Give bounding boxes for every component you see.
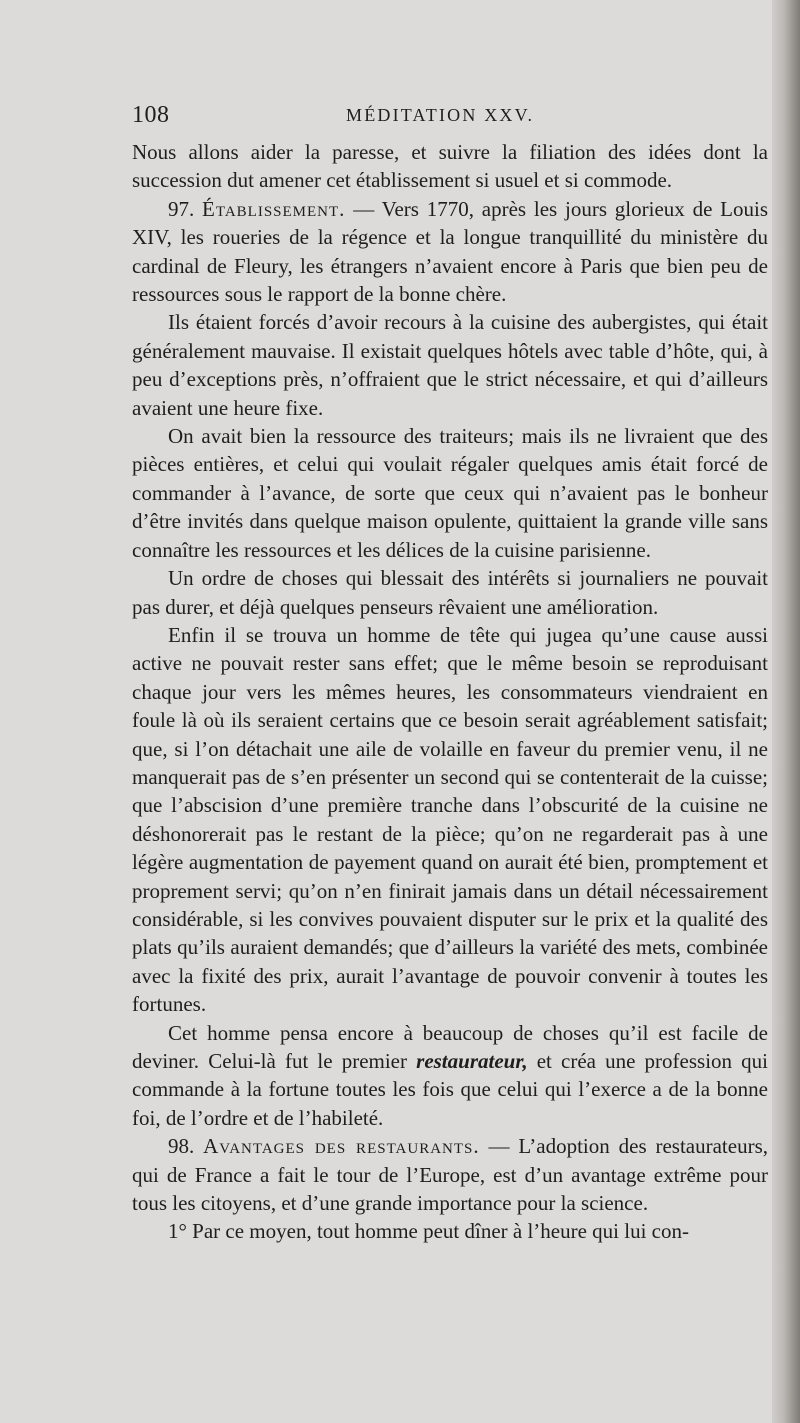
section-text: — L’adoption des restaurateurs, qui de France a fait le tour de l’Europe, est d’un avantage extrême pour tous les citoyens, et d’une grande importance pour la science. [132, 1134, 769, 1216]
paragraph-intro: Nous allons aider la paresse, et suivre la filiation des idées dont la succession dut amener cet établissement si usuel et si commode. [132, 140, 768, 193]
emphasized-term: restaurateur, [416, 1049, 528, 1073]
text-after: et créa une profession qui commande à la fortune toutes les fois que celui qui l’exerce a de la bonne foi, de l’ordre et de l’habileté. [132, 1049, 768, 1130]
paragraph-homme-de-tete: Enfin il se trouva un homme de tête qui jugea qu’une cause aussi active ne pouvait rester sans effet; que le même besoin se reproduisant chaque jour vers les mêmes heures, les consommateurs viendraient en foule là où ils seraient certains que ce besoin serait agréablement satisfait; que, si l’on détachait une aile de volaille en faveur du premier venu, il ne manquerait pas de s’en présenter un second qui se contenterait de la cuisse; que l’abscision d’une première tranche dans l’obscurité de la cuisine ne déshonorerait pas le restant de la pièce; qu’on ne regarderait pas à une légère augmentation de payement quand on aurait été bien, promptement et proprement servi; qu’on n’en finirait jamais dans un détail nécessairement considérable, si les convives pouvaient disputer sur le prix et la qualité des plats qu’ils auraient demandés; que d’ailleurs la variété des mets, combinée avec la fixité des prix, aurait l’avantage de pouvoir convenir à toutes les fortunes. [132, 622, 768, 1017]
section-98 [132, 1132, 768, 1217]
text-before: Cet homme pensa encore à beaucoup de choses qu’il est facile de deviner. Celui-là fut le premier [132, 1020, 768, 1073]
paragraph-par-ce-moyen: 1° Par ce moyen, tout homme peut dîner à l’heure qui lui con- [168, 1219, 690, 1244]
section-number: 97. [168, 196, 195, 221]
paragraph-restaurateur [132, 1019, 768, 1133]
paragraph-aubergistes: Ils étaient forcés d’avoir recours à la cuisine des aubergistes, qui était généralement mauvaise. Il existait quelques hôtels avec table d’hôte, qui, à peu d’exceptions près, n’offraient que le strict nécessaire, et qui d’ailleurs avaient une heure fixe. [132, 310, 768, 420]
paragraph-ordre: Un ordre de choses qui blessait des intérêts si journaliers ne pouvait pas durer, et déjà quelques penseurs rêvaient une amélioration. [132, 566, 768, 619]
paragraph-traiteurs: On avait bien la ressource des traiteurs; mais ils ne livraient que des pièces entières, et celui qui voulait régaler quelques amis était forcé de commander à l’avance, de sorte que ceux qui n’avaient pas le bonheur d’être invités dans quelque maison opulente, quittaient la grande ville sans connaître les ressources et les délices de la cuisine parisienne. [132, 424, 768, 562]
running-head: MÉDITATION XXV. [346, 105, 535, 125]
section-number: 98. [168, 1134, 195, 1159]
body-text [132, 138, 768, 1246]
page-header [132, 102, 764, 132]
section-text: — Vers 1770, après les jours glorieux de Louis XIV, les roueries de la régence et la longue tranquillité du ministère du cardinal de Fleury, les étrangers n’avaient encore à Paris que bien peu de ressources sous le rapport de la bonne chère. [132, 196, 769, 307]
section-heading: Établissement. [202, 196, 346, 221]
page-number: 108 [132, 102, 170, 128]
section-97 [132, 195, 768, 309]
section-heading: Avantages des restaurants. [203, 1134, 480, 1159]
page-edge [772, 0, 800, 1423]
